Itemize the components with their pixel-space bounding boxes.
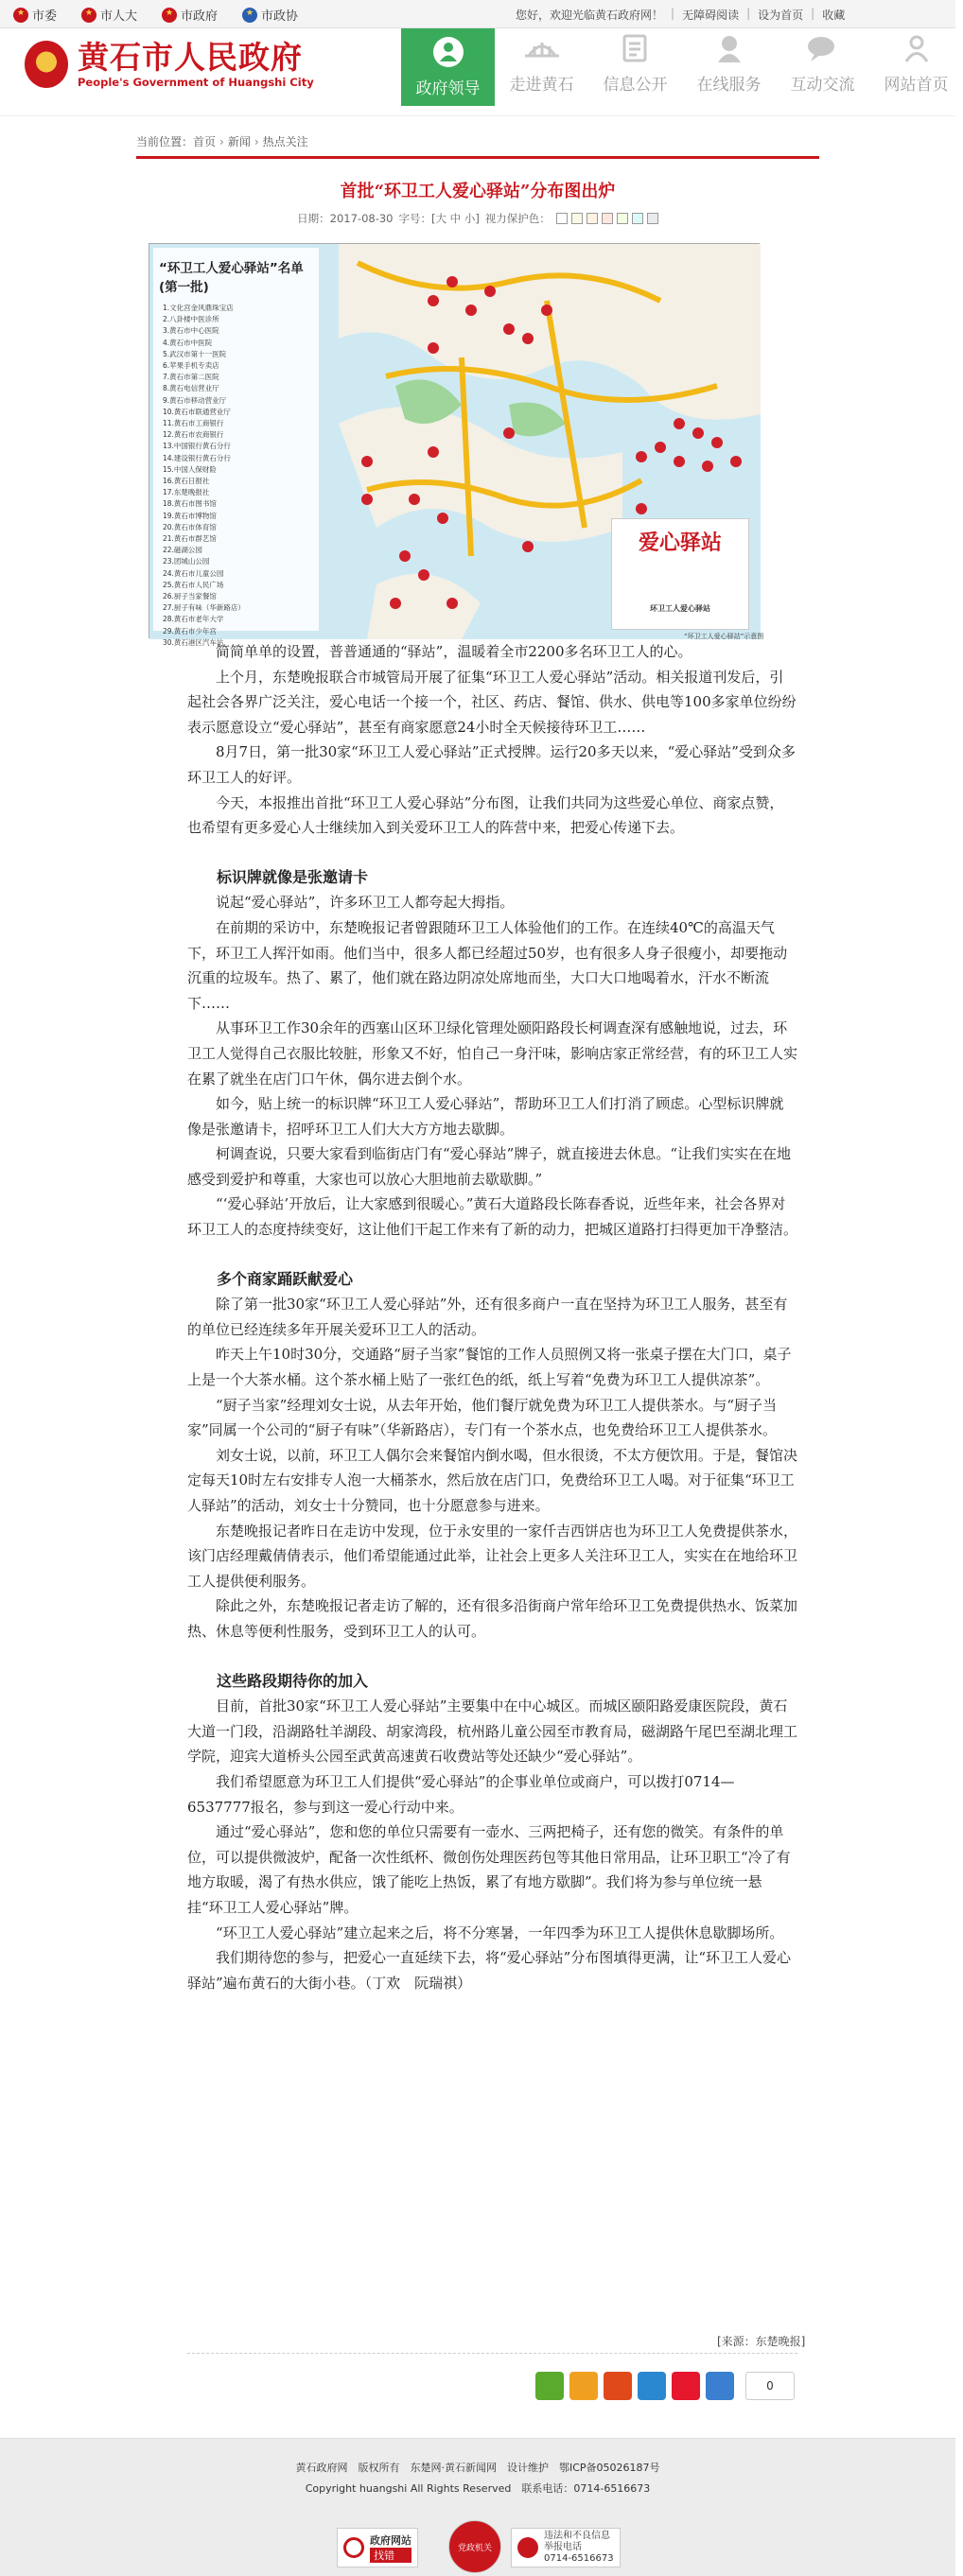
eye-color-swatch[interactable]: [556, 213, 568, 224]
eye-color-swatch[interactable]: [647, 213, 658, 224]
share-qzone-icon[interactable]: [569, 2372, 598, 2400]
article-paragraph: 我们希望愿意为环卫工人们提供“爱心驿站”的企事业单位或商户，可以拨打0714—6537777报名，参与到这一爱心行动中来。: [187, 1772, 735, 1816]
map-legend-item: 12.黄石市农商银行: [163, 430, 224, 440]
map-legend-item: 20.黄石市体育馆: [163, 522, 217, 531]
nav-label: 网站首页: [884, 76, 949, 95]
map-legend: [153, 248, 319, 647]
article-paragraph: 刘女士说，以前，环卫工人偶尔会来餐馆内倒水喝，但水很烫，不太方便饮用。于是，餐馆决定每天10时左右安排专人泡一大桶茶水，然后放在店门口，免费给环卫工人喝。对于征集“环卫工人驿站”的活动，刘女士十分赞同，也十分愿意参与进来。: [187, 1446, 798, 1514]
site-name-en: People's Government of Huangshi City: [78, 76, 314, 89]
article-paragraph: 东楚晚报记者昨日在走访中发现，位于永安里的一家仟吉西饼店也为环卫工人免费提供茶水，该门店经理戴倩倩表示，他们希望能通过此举，让社会上更多人关注环卫工人，实实在在地给环卫工人提供便利服务。: [187, 1522, 798, 1590]
article-paragraph: “环卫工人爱心驿站”建立起来之后，将不分寒暑，一年四季为环卫工人提供休息歇脚场所。: [187, 1923, 784, 1941]
cppcc-emblem-icon: [242, 8, 257, 23]
section-heading: 多个商家踊跃献爱心: [186, 1269, 354, 1288]
badge-label: 0714-6516673: [544, 2553, 614, 2564]
article-paragraph: 上个月，东楚晚报联合市城管局开展了征集“环卫工人爱心驿站”活动。相关报道刊发后，引起社会各界广泛关注，爱心电话一个接一个，社区、药店、餐馆、供水、供电等100多家单位纷纷表示愿意设立“爱心驿站”，甚至有商家愿意24小时全天候接待环卫工……: [187, 668, 797, 736]
badge-label: 政府网站: [370, 2534, 411, 2547]
site-name: 黄石市人民政府: [78, 39, 303, 76]
map-legend-item: 29.黄石市少年宫: [163, 626, 217, 635]
gov-site-error-badge[interactable]: [337, 2528, 418, 2567]
map-legend-item: 13.中国银行黄石分行: [163, 442, 231, 451]
share-count: 0: [745, 2372, 795, 2400]
map-legend-item: 22.磁湖公园: [163, 546, 202, 555]
eye-color-swatches: [556, 213, 658, 224]
map-legend-item: 23.团城山公园: [163, 557, 210, 566]
badge-label: 找错: [370, 2548, 411, 2563]
badge-label: 违法和不良信息: [544, 2531, 610, 2541]
site-footer: [0, 2438, 955, 2576]
breadcrumb-home[interactable]: 首页: [193, 135, 217, 148]
user-icon: [898, 31, 936, 65]
map-legend-item: 17.东楚晚报社: [163, 488, 210, 497]
breadcrumb-hot[interactable]: 热点关注: [262, 135, 308, 148]
nav-home[interactable]: [869, 28, 963, 102]
nav-label: 政府领导: [415, 79, 481, 98]
map-legend-item: 24.黄石市儿童公园: [163, 568, 224, 578]
footer-copyright: Copyright huangshi All Rights Reserved 联系电话：0714-6516673: [305, 2482, 651, 2495]
map-legend-item: 25.黄石市人民广场: [163, 580, 224, 589]
top-link-label[interactable]: 市委: [32, 9, 58, 24]
document-icon: [617, 31, 655, 65]
article-paragraph: “厨子当家”经理刘女士说，从去年开始，他们餐厅就免费为环卫工人提供茶水。与“厨子当家”同属一个公司的“厨子有味”（华新路店），专门有一个茶水点，也免费给环卫工人提供茶水。: [187, 1396, 778, 1439]
section-heading: 这些路段期待你的加入: [186, 1671, 369, 1690]
badge-title: 爱心驿站: [638, 531, 722, 555]
party-emblem-icon: [13, 8, 28, 23]
map-legend-item: 10.黄石市联通营业厅: [163, 407, 231, 416]
breadcrumb-news[interactable]: 新闻: [227, 135, 251, 148]
map-legend-item: 9.黄石市移动营业厅: [163, 395, 227, 405]
badge-subtitle: 环卫工人爱心驿站: [650, 604, 710, 613]
share-renren-icon[interactable]: [672, 2372, 700, 2400]
map-legend-item: 6.苹果手机专卖店: [163, 361, 219, 371]
map-legend-item: 4.黄石市中医院: [163, 338, 213, 347]
map-legend-title: “环卫工人爱心驿站”名单(第一批): [159, 261, 304, 295]
paragraph-gap: [187, 1243, 797, 1267]
party-gov-badge[interactable]: [448, 2520, 501, 2573]
badge-label: 党政机关: [457, 2543, 492, 2553]
love-station-badge: [611, 518, 749, 630]
site-header: [0, 28, 955, 116]
map-legend-item: 8.黄石电信营业厅: [163, 384, 219, 393]
chevron-right-icon: ›: [254, 135, 259, 148]
top-link-label[interactable]: 市政府: [181, 9, 219, 24]
article-paragraph: 8月7日，第一批30家“环卫工人爱心驿站”正式授牌。运行20多天以来，“爱心驿站”受到众多环卫工人的好评。: [187, 743, 796, 786]
share-more-icon[interactable]: [535, 2372, 564, 2400]
article-paragraph: 柯调查说，只要大家看到临街店门有“爱心驿站”牌子，就直接进去休息。“让我们实实在在地感受到爱护和尊重，大家也可以放心大胆地前去歇歇脚。”: [187, 1145, 792, 1188]
article-paragraph: 如今，贴上统一的标识牌“环卫工人爱心驿站”，帮助环卫工人们打消了顾虑。心型标识牌就像是张邀请卡，招呼环卫工人们大大方方地去歇脚。: [187, 1095, 784, 1138]
eye-color-swatch[interactable]: [587, 213, 598, 224]
top-links: [13, 6, 298, 24]
share-tencent-icon[interactable]: [638, 2372, 666, 2400]
breadcrumb-divider: [136, 156, 819, 159]
article-paragraph: 目前，首批30家“环卫工人爱心驿站”主要集中在中心城区。而城区颐阳路爱康医院段，黄石大道一门段，沿湖路牡羊湖段、胡家湾段，杭州路儿童公园至市教育局，磁湖路午尾巴至湖北理工学院，迎宾大道桥头公园至武黄高速黄石收费站等处还缺少“爱心驿站”。: [187, 1697, 798, 1766]
nav-label: 走进黄石: [509, 76, 574, 95]
article-paragraph: 昨天上午10时30分，交通路“厨子当家”餐馆的工作人员照例又将一张桌子摆在大门口，桌子上是一个大茶水桶。这个茶水桶上贴了一张红色的纸，纸上写着“免费为环卫工人提供凉茶”。: [187, 1346, 792, 1389]
nav-label: 信息公开: [603, 76, 668, 95]
article-paragraph: 在前期的采访中，东楚晚报记者曾跟随环卫工人体验他们的工作。在连续40℃的高温天气下，环卫工人挥汗如雨。他们当中，很多人都已经超过50岁，也有很多人身子很瘦小，却要拖动沉重的垃圾车。热了、累了，他们就在路边阴凉处席地而坐，大口大口地喝着水，汗水不断流下……: [187, 918, 788, 1012]
map-legend-item: 2.八卦楼中医诊所: [163, 315, 219, 324]
article-paragraph: 通过“爱心驿站”，您和您的单位只需要有一壶水、三两把椅子，还有您的微笑。有条件的单位，可以提供微波炉，配备一次性纸杯、微创伤处理医药包等其他日常用品，让环卫职工“冷了有地方取暖，渴了有热水供应，饿了能吃上热饭，累了有地方歇脚”。我们将为参与单位统一悬挂“环卫工人爱心驿站”牌。: [187, 1823, 791, 1916]
map-caption: “环卫工人爱心驿站”示意图: [684, 633, 764, 640]
top-link-government[interactable]: [162, 6, 218, 24]
paragraph-gap: [187, 841, 797, 865]
top-link-party[interactable]: [13, 6, 57, 24]
station-map-image: [149, 243, 764, 647]
article-paragraph: “‘爱心驿站’开放后，让大家感到很暖心。”黄石大道路段长陈春香说，近些年来，社会各界对环卫工人的态度持续变好，这让他们干起工作来有了新的动力，把城区道路打扫得更加干净整洁。: [187, 1195, 798, 1239]
accessible-reading-link[interactable]: 无障碍阅读: [682, 9, 740, 22]
article-paragraph: 今天，本报推出首批“环卫工人爱心驿站”分布图，让我们共同为这些爱心单位、商家点赞，也希望有更多爱心人士继续加入到关爱环卫工人的阵营中来，把爱心传递下去。: [187, 793, 784, 837]
badge-label: 举报电话: [544, 2542, 582, 2552]
welcome-text: 您好，欢迎光临黄石政府网！: [516, 9, 664, 22]
top-bar: [0, 0, 955, 28]
article-body: [187, 639, 797, 1995]
divider: [187, 2353, 797, 2354]
eye-color-swatch[interactable]: [617, 213, 628, 224]
article-paragraph: 除了第一批30家“环卫工人爱心驿站”外，还有很多商户一直在坚持为环卫工人服务，甚至有的单位已经连续多年开展关爱环卫工人的活动。: [187, 1296, 788, 1338]
report-badge[interactable]: [511, 2528, 621, 2567]
top-utility: [516, 7, 845, 23]
chat-icon: [804, 31, 842, 65]
top-link-cppcc[interactable]: [242, 6, 298, 24]
main-nav: [401, 28, 963, 106]
divider: |: [811, 7, 815, 20]
warning-icon: [517, 2537, 538, 2558]
footer-links: 黄石政府网 版权所有 东楚网·黄石新闻网 设计维护 鄂ICP备05026187号: [295, 2462, 660, 2474]
map-legend-item: 5.武汉市第十一医院: [163, 349, 227, 358]
map-legend-list: [153, 303, 319, 649]
nav-info-public[interactable]: [588, 28, 682, 102]
site-logo[interactable]: [25, 40, 314, 89]
map-legend-item: 19.黄石市博物馆: [163, 511, 217, 520]
map-legend-item: 21.黄石市群艺馆: [163, 534, 217, 544]
article-paragraph: 从事环卫工作30余年的西塞山区环卫绿化管理处颐阳路段长柯调查深有感触地说，过去，环卫工人觉得自己衣服比较脏，形象又不好，怕自己一身汗味，影响店家正常经营，有的环卫工人实在累了就坐在店门口午休，偶尔进去倒个水。: [187, 1019, 798, 1088]
top-link-label[interactable]: 市人大: [100, 9, 138, 24]
nav-label: 在线服务: [696, 76, 762, 95]
article-source: [来源：东楚晚报]: [717, 2335, 806, 2348]
map-legend-item: 27.厨子有味（华新路店）: [163, 603, 245, 613]
map-legend-item: 3.黄石市中心医院: [163, 326, 219, 336]
map-legend-item: 1.文化宫金风鼎珠宝店: [163, 304, 234, 312]
section-heading: 标识牌就像是张邀请卡: [186, 867, 369, 886]
article-paragraph: 说起“爱心驿站”，许多环卫工人都夸起大拇指。: [187, 894, 515, 912]
map-legend-item: 18.黄石市图书馆: [163, 499, 217, 509]
breadcrumb: [136, 133, 308, 149]
article-date: 日期：2017-08-30: [297, 212, 394, 225]
divider: |: [746, 7, 751, 20]
map-legend-item: 26.厨子当家餐馆: [163, 592, 217, 601]
map-legend-item: 15.中国人保财险: [163, 464, 217, 474]
top-link-congress[interactable]: [81, 6, 137, 24]
favorite-link[interactable]: 收藏: [822, 9, 846, 22]
person-icon: [429, 35, 467, 69]
article-paragraph: 我们期待您的参与，把爱心一直延续下去，将“爱心驿站”分布图填得更满，让“环卫工人爱心驿站”遍布黄石的大街小巷。（丁欢 阮瑞祺）: [187, 1949, 792, 1992]
search-icon: [343, 2537, 364, 2558]
font-size-control[interactable]: 字号：[大 中 小]: [398, 212, 480, 225]
map-legend-item: 16.黄石日报社: [163, 477, 210, 486]
nav-huangshi[interactable]: [495, 28, 588, 102]
national-emblem-icon: [81, 8, 96, 23]
eye-color-swatch[interactable]: [602, 213, 613, 224]
top-link-label[interactable]: 市政协: [261, 9, 299, 24]
share-bar: [535, 2372, 795, 2400]
map-legend-item: 7.黄石市第二医院: [163, 373, 219, 382]
map-legend-item: 11.黄石市工商银行: [163, 419, 224, 428]
map-legend-item: 30.黄石港区汽车站: [163, 637, 224, 647]
article-paragraph: 简简单单的设置，普普通通的“驿站”，温暖着全市2200多名环卫工人的心。: [187, 643, 692, 660]
national-emblem-icon: [25, 41, 68, 88]
share-weibo-icon[interactable]: [604, 2372, 632, 2400]
service-person-icon: [710, 31, 748, 65]
chevron-right-icon: ›: [219, 135, 224, 148]
paragraph-gap: [187, 1645, 797, 1669]
map-legend-item: 28.黄石市老年大学: [163, 615, 224, 624]
article-paragraph: 除此之外，东楚晚报记者走访了解的，还有很多沿街商户常年给环卫工免费提供热水、饭菜加热、休息等便利性服务，受到环卫工人的认可。: [187, 1597, 798, 1640]
divider: |: [671, 7, 675, 20]
article-title: 首批“环卫工人爱心驿站”分布图出炉: [340, 182, 616, 201]
eye-protect-label: 视力保护色：: [484, 212, 551, 225]
nav-online-service[interactable]: [682, 28, 776, 102]
bridge-icon: [523, 31, 561, 65]
set-homepage-link[interactable]: 设为首页: [758, 9, 804, 22]
national-emblem-icon: [162, 8, 177, 23]
article-meta: [136, 211, 819, 226]
nav-label: 互动交流: [790, 76, 855, 95]
nav-government-leaders[interactable]: [401, 28, 495, 106]
eye-color-swatch[interactable]: [632, 213, 643, 224]
breadcrumb-prefix: 当前位置：: [136, 135, 194, 148]
share-kaixin-icon[interactable]: [706, 2372, 734, 2400]
eye-color-swatch[interactable]: [571, 213, 583, 224]
map-legend-item: 14.建设银行黄石分行: [163, 453, 231, 462]
nav-interaction[interactable]: [776, 28, 869, 102]
